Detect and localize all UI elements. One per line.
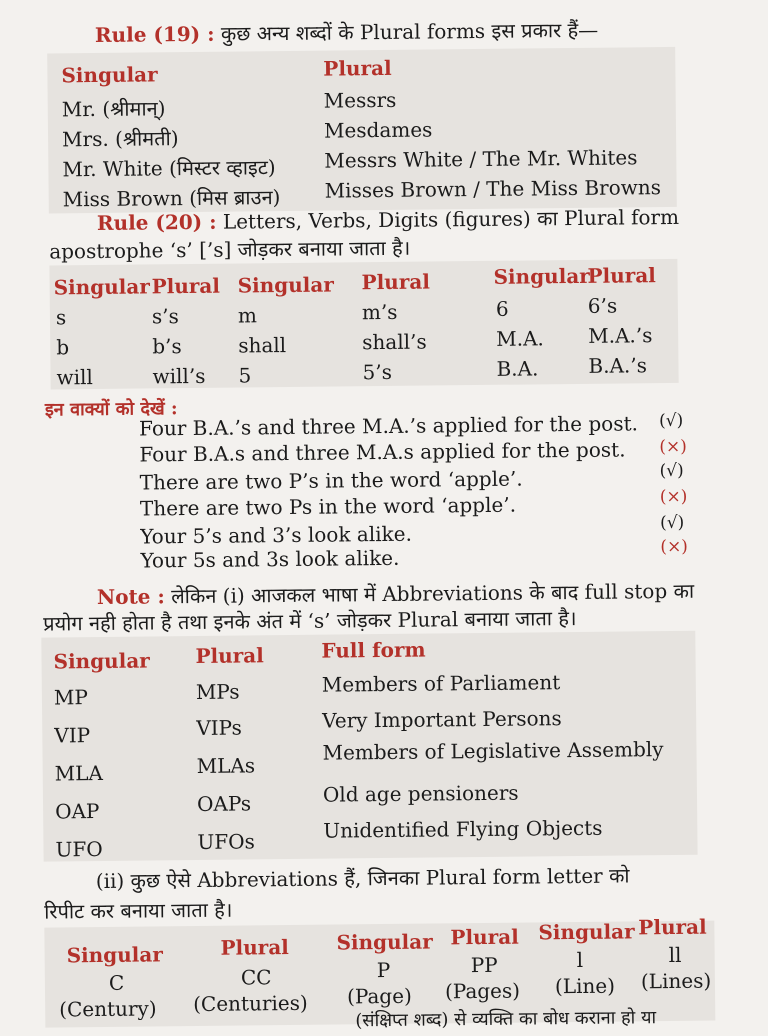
table2-row-2-col-2: b’s [152, 334, 182, 359]
table1-row-2-plural: Mesdames [323, 117, 433, 143]
table4-header-singular-3: Singular [538, 919, 635, 945]
table2-header-singular-3: Singular [493, 263, 590, 289]
table3-row-1-singular: MP [53, 685, 88, 710]
table3-header-plural: Plural [195, 643, 264, 668]
rule-19-text: कुछ अन्य शब्दों के Plural forms इस प्रकार हैं— [220, 17, 599, 46]
table3-row-5-plural: UFOs [197, 829, 255, 854]
cut-off-line: (संक्षिप्त शब्द) से व्यक्ति का बोध कराना हो या [355, 1007, 657, 1032]
table3-header-full-form: Full form [321, 637, 426, 663]
table4-value-3: P [376, 957, 391, 983]
table4-value-1: C [108, 970, 125, 995]
table3-row-1-full-form: Members of Parliament [321, 670, 561, 697]
rule-19-line [95, 16, 599, 48]
table4-gloss-4: (Pages) [444, 978, 521, 1004]
table4-value-5: l [576, 947, 584, 973]
table3-row-3-full-form: Members of Legislative Assembly [322, 737, 664, 765]
table3-row-2-full-form: Very Important Persons [322, 706, 562, 733]
table4-header-singular-2: Singular [336, 929, 433, 955]
table1-row-2-singular: Mrs. (श्रीमती) [61, 126, 179, 152]
table2-row-3-col-4: 5’s [362, 359, 393, 385]
table2-row-3-col-1: will [56, 365, 94, 390]
table2-row-1-col-4: m’s [361, 299, 398, 325]
table3-row-5-singular: UFO [55, 836, 103, 862]
table3-header-singular: Singular [53, 648, 150, 674]
rule-20-text-1: Letters, Verbs, Digits (figures) का Plural form [222, 204, 680, 234]
example-4-mark: (×) [659, 486, 688, 508]
table2-row-2-col-4: shall’s [362, 329, 427, 355]
table4-gloss-3: (Page) [346, 983, 412, 1009]
table1-row-3-singular: Mr. White (मिस्टर व्हाइट) [62, 155, 276, 182]
example-5-mark: (√) [660, 512, 685, 534]
table2-row-2-col-1: b [56, 335, 70, 360]
table3-row-3-plural: MLAs [196, 753, 256, 778]
table2-row-1-col-6: 6’s [587, 293, 618, 318]
table4-value-6: ll [668, 942, 682, 968]
table4-header-plural-3: Plural [638, 914, 707, 940]
table4-gloss-1: (Century) [59, 996, 157, 1022]
table4-header-singular-1: Singular [66, 942, 163, 968]
table4-value-2: CC [240, 965, 272, 990]
table4-header-plural-2: Plural [450, 924, 519, 950]
example-4-text: There are two Ps in the word ‘apple’. [139, 492, 517, 521]
example-1-mark: (√) [658, 410, 684, 432]
example-6-text: Your 5s and 3s look alike. [140, 545, 400, 573]
table4-header-plural-1: Plural [220, 935, 289, 960]
table3-row-4-singular: OAP [54, 798, 100, 824]
table3-row-1-plural: MPs [195, 679, 240, 704]
table3-row-4-full-form: Old age pensioners [322, 780, 519, 807]
table1-row-3-plural: Messrs White / The Mr. Whites [324, 145, 638, 173]
table1-row-4-plural: Misses Brown / The Miss Browns [324, 175, 662, 203]
table2-row-3-col-2: will’s [152, 363, 206, 389]
table1-header-singular: Singular [61, 62, 158, 88]
rule-20-line-1 [97, 203, 679, 236]
table2-row-1-col-3: m [237, 303, 258, 328]
example-5-text: Your 5’s and 3’s look alike. [140, 521, 413, 549]
table4-gloss-2: (Centuries) [193, 990, 308, 1017]
table2-header-plural-3: Plural [587, 263, 656, 288]
table2-row-3-col-3: 5 [238, 363, 252, 388]
para-ii-line-1: (ii) कुछ ऐसे Abbreviations हैं, जिनका Plural form letter को [95, 863, 630, 894]
table2-header-plural-2: Plural [361, 269, 430, 295]
table2-header-singular-2: Singular [237, 272, 334, 298]
example-2-text: Four B.A.s and three M.A.s applied for the post. [139, 437, 626, 467]
table2-row-3-col-6: B.A.’s [588, 353, 648, 378]
note-label: Note : [96, 584, 165, 610]
table2-header-plural-1: Plural [151, 273, 221, 299]
table3-row-5-full-form: Unidentified Flying Objects [323, 815, 603, 843]
table1-row-1-plural: Messrs [323, 87, 397, 113]
table3-row-4-plural: OAPs [196, 791, 252, 816]
table2-row-1-col-2: s’s [151, 304, 179, 329]
table2-row-1-col-1: s [55, 305, 67, 330]
rule-19-label: Rule (19) : [94, 21, 215, 47]
table2-row-2-col-6: M.A.’s [588, 323, 653, 348]
table4-value-4: PP [470, 952, 498, 978]
note-text-1: लेकिन (i) आजकल भाषा में Abbreviations के बाद full stop का [171, 578, 695, 609]
see-heading: इन वाक्यों को देखें : [44, 398, 178, 421]
table2-row-1-col-5: 6 [495, 296, 509, 321]
rule-20-line-2: apostrophe ‘s’ [’s] जोड़कर बनाया जाता है। [49, 235, 411, 264]
note-line-2: प्रयोग नही होता है तथा इनके अंत में ‘s’ जोड़कर Plural बनाया जाता है। [43, 605, 577, 636]
rule-20-label: Rule (20) : [96, 209, 217, 235]
table1-row-4-singular: Miss Brown (मिस ब्राउन) [62, 185, 281, 212]
table3-row-2-plural: VIPs [196, 715, 242, 740]
example-2-mark: (×) [659, 436, 687, 458]
para-ii-line-2: रिपीट कर बनाया जाता है। [44, 897, 233, 924]
table2-row-2-col-3: shall [238, 333, 287, 358]
table3-row-3-singular: MLA [54, 760, 104, 786]
table2-row-2-col-5: M.A. [496, 326, 544, 351]
table1-row-1-singular: Mr. (श्रीमान्) [61, 96, 166, 122]
example-3-text: There are two P’s in the word ‘apple’. [139, 466, 523, 495]
example-3-mark: (√) [659, 460, 684, 482]
table2-row-3-col-5: B.A. [496, 356, 539, 381]
table2-header-singular-1: Singular [53, 274, 150, 300]
example-1-text: Four B.A.’s and three M.A.’s applied for the post. [138, 411, 639, 441]
example-6-mark: (×) [660, 536, 689, 558]
table4-gloss-6: (Lines) [640, 968, 712, 994]
table1-header-plural: Plural [323, 55, 392, 81]
table4-gloss-5: (Line) [554, 973, 616, 999]
table3-row-2-singular: VIP [54, 723, 91, 748]
